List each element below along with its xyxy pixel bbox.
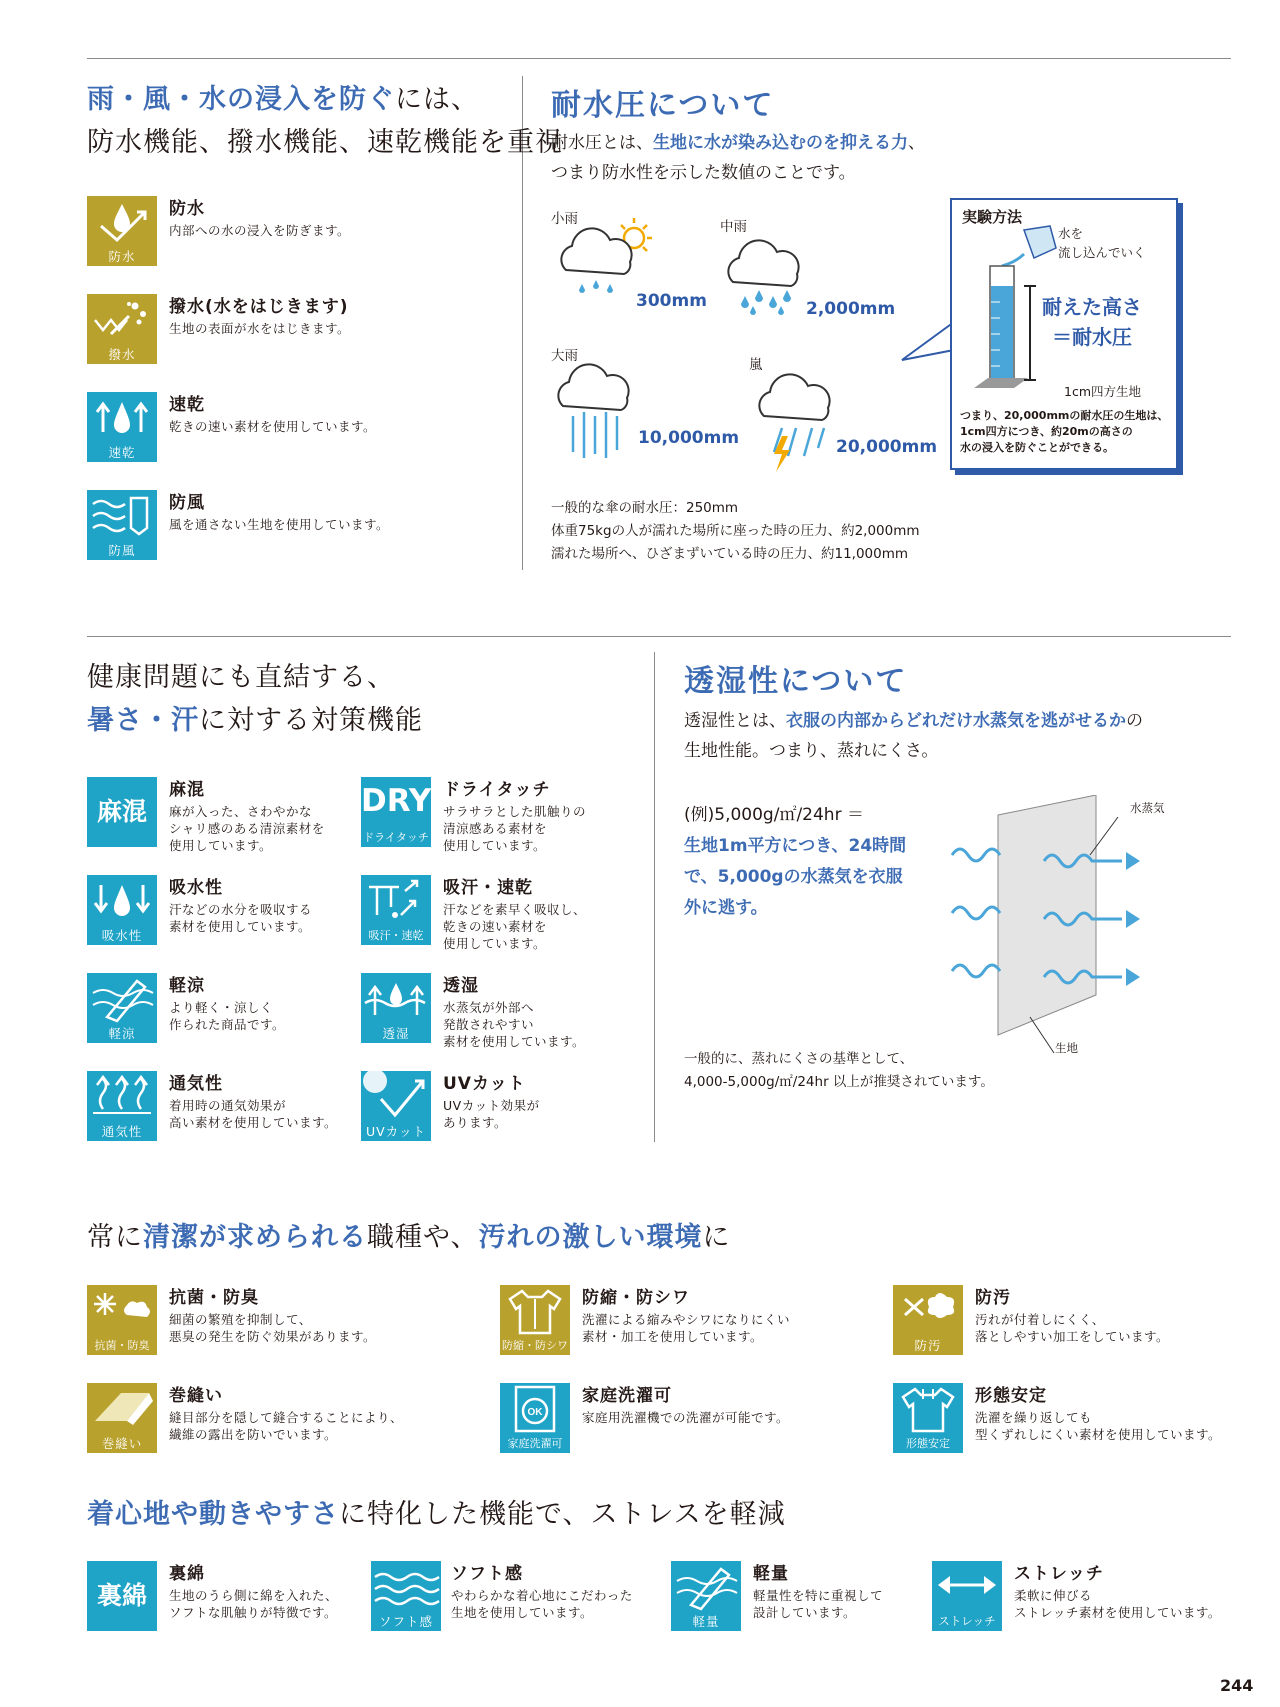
home-washable-icon xyxy=(500,1383,570,1453)
water-repellent-icon xyxy=(87,294,157,364)
s3-mid: 職種や、 xyxy=(367,1222,479,1253)
shrink-wrinkle-proof-icon xyxy=(500,1285,570,1355)
water-repellent-desc: 生地の表面が水をはじきます。 xyxy=(169,321,351,336)
water-pressure-title: 耐水圧について xyxy=(551,88,775,123)
breathability-title: 透湿性について xyxy=(684,664,908,699)
bubble-tail xyxy=(900,320,956,370)
page-number: 244 xyxy=(1220,1676,1254,1695)
feature-antibacterial xyxy=(87,1285,507,1359)
experiment-pour-note xyxy=(1058,224,1146,262)
lightweight-desc: 軽量性を特に重視して 設計しています。 xyxy=(753,1588,884,1620)
s3-pre: 常に xyxy=(87,1222,143,1253)
rain-heavy-label: 大雨 xyxy=(551,348,578,364)
feature-cotton-lining xyxy=(87,1561,367,1635)
water-pressure-examples xyxy=(551,497,920,566)
section2-headline-blue: 暑さ・汗 xyxy=(87,705,199,736)
light-cool-badge: 軽涼 xyxy=(108,1026,136,1041)
ventilation-desc: 着用時の通気効果が 高い素材を使用しています。 xyxy=(169,1098,338,1130)
breathable-desc: 水蒸気が外部へ 発散されやすい 素材を使用しています。 xyxy=(443,1000,586,1049)
rolled-seam-badge: 巻縫い xyxy=(101,1436,143,1451)
dry-touch-icon xyxy=(361,777,431,847)
absorbent-badge: 吸水性 xyxy=(101,928,143,943)
light-cool-icon xyxy=(87,973,157,1043)
stain-proof-title: 防汚 xyxy=(975,1288,1011,1308)
stain-proof-badge: 防汚 xyxy=(914,1338,942,1353)
stain-proof-desc: 汚れが付着しにくく、 落としやすい加工をしています。 xyxy=(975,1312,1170,1344)
feature-stain-proof xyxy=(893,1285,1233,1359)
wp-example-sitting: 体重75kgの人が濡れた場所に座った時の圧力、約2,000mm xyxy=(551,523,920,539)
antibacterial-badge: 抗菌・防臭 xyxy=(94,1339,150,1352)
wp-intro-line2: つまり防水性を示した数値のことです。 xyxy=(551,163,856,183)
lightweight-title: 軽量 xyxy=(753,1564,789,1584)
section2-headline xyxy=(87,656,423,742)
dry-touch-title: ドライタッチ xyxy=(443,780,551,800)
soft-feel-icon xyxy=(371,1561,441,1631)
rain-light-label: 小雨 xyxy=(551,211,578,227)
feature-quick-dry xyxy=(87,392,507,466)
shrink-wrinkle-title: 防縮・防シワ xyxy=(582,1288,690,1308)
waterproof-title: 防水 xyxy=(169,199,205,219)
dry-touch-badge: DRY xyxy=(361,783,432,819)
feature-stretch xyxy=(932,1561,1232,1635)
feature-water-repellent xyxy=(87,294,507,368)
uv-cut-badge: UVカット xyxy=(365,1124,427,1139)
section1-headline xyxy=(87,78,563,164)
section2-headline-line1: 健康問題にも直結する、 xyxy=(87,662,395,693)
feature-rolled-seam xyxy=(87,1383,507,1457)
br-intro-post: の xyxy=(1126,711,1143,731)
heavy-rain-icon xyxy=(551,362,651,462)
antibacterial-deodorant-icon xyxy=(87,1285,157,1355)
shape-stable-icon xyxy=(893,1383,963,1453)
soft-feel-desc: やわらかな着心地にこだわった 生地を使用しています。 xyxy=(451,1588,633,1620)
svg-text:OK: OK xyxy=(527,1407,543,1418)
waterproof-icon xyxy=(87,196,157,266)
light-cool-desc: より軽く・涼しく 作られた商品です。 xyxy=(169,1000,286,1032)
quick-dry-desc: 乾きの速い素材を使用しています。 xyxy=(169,419,377,434)
feature-dry-touch xyxy=(361,777,641,851)
feature-lightweight xyxy=(671,1561,921,1635)
cotton-lining-title: 裏綿 xyxy=(169,1564,205,1584)
exp-note-2: 1cm四方につき、約20mの高さの xyxy=(960,425,1133,438)
absorbent-title: 吸水性 xyxy=(169,878,223,898)
feature-soft-feel xyxy=(371,1561,661,1635)
rain-storm-value: 20,000mm xyxy=(836,437,938,457)
experiment-fabric-label: 1cm四方生地 xyxy=(1064,384,1142,399)
wp-intro-post: 、 xyxy=(908,133,925,153)
stain-proof-icon xyxy=(893,1285,963,1355)
wp-example-kneeling: 濡れた場所へ、ひざまずいている時の圧力、約11,000mm xyxy=(551,546,909,562)
stretch-desc: 柔軟に伸びる ストレッチ素材を使用しています。 xyxy=(1014,1588,1221,1620)
section2-headline-rest: に対する対策機能 xyxy=(199,705,423,736)
dry-touch-badge-sub: ドライタッチ xyxy=(363,831,429,844)
experiment-box xyxy=(950,198,1178,470)
windproof-title: 防風 xyxy=(169,493,205,513)
sweat-absorb-quickdry-icon xyxy=(361,875,431,945)
s4-rest: に特化した機能で、ストレスを軽減 xyxy=(339,1499,786,1530)
windproof-icon xyxy=(87,490,157,560)
br-note-2: 4,000-5,000g/㎡/24hr 以上が推奨されています。 xyxy=(684,1074,994,1090)
lightweight-badge: 軽量 xyxy=(692,1614,720,1629)
section1-headline-rest: には、 xyxy=(395,84,479,115)
br-intro-line2: 生地性能。つまり、蒸れにくさ。 xyxy=(684,741,939,761)
stretch-badge: ストレッチ xyxy=(938,1614,996,1628)
breathability-note xyxy=(684,1048,994,1094)
shape-stable-desc: 洗濯を繰り返しても 型くずれしにくい素材を使用しています。 xyxy=(975,1410,1222,1442)
pour-note-1: 水を xyxy=(1058,226,1084,241)
feature-windproof xyxy=(87,490,507,564)
breathable-badge: 透湿 xyxy=(382,1026,410,1041)
pour-note-2: 流し込んでいく xyxy=(1058,245,1146,260)
sweat-absorb-quickdry-title: 吸汗・速乾 xyxy=(443,878,533,898)
experiment-note xyxy=(960,408,1168,456)
uv-cut-icon xyxy=(361,1071,431,1141)
result-line-2: ＝耐水圧 xyxy=(1052,325,1132,349)
sweat-absorb-quickdry-badge: 吸汗・速乾 xyxy=(368,929,424,942)
windproof-desc: 風を通さない生地を使用しています。 xyxy=(169,517,390,532)
rain-storm-label: 嵐 xyxy=(749,357,763,373)
br-note-1: 一般的に、蒸れにくさの基準として、 xyxy=(684,1051,914,1067)
wp-intro-blue: 生地に水が染み込むのを抑える力 xyxy=(653,133,908,153)
br-intro-pre: 透湿性とは、 xyxy=(684,711,786,731)
ventilation-title: 通気性 xyxy=(169,1074,223,1094)
breathability-example xyxy=(684,800,906,924)
result-line-1: 耐えた高さ xyxy=(1042,295,1142,319)
lightweight-icon xyxy=(671,1561,741,1631)
mixed-linen-badge: 麻混 xyxy=(96,797,147,826)
experiment-title: 実験方法 xyxy=(962,208,1023,226)
rain-medium-label: 中雨 xyxy=(720,219,747,235)
feature-uv-cut xyxy=(361,1071,641,1145)
water-repellent-badge: 撥水 xyxy=(108,347,136,362)
water-repellent-title: 撥水(水をはじきます) xyxy=(169,297,349,317)
soft-feel-badge: ソフト感 xyxy=(378,1614,433,1629)
section1-headline-line2: 防水機能、撥水機能、速乾機能を重視 xyxy=(87,127,563,158)
windproof-badge: 防風 xyxy=(108,543,136,558)
br-example-blue-3: 外に逃す。 xyxy=(684,898,768,918)
feature-breathable xyxy=(361,973,641,1047)
mid-divider xyxy=(87,636,1231,637)
wp-intro-pre: 耐水圧とは、 xyxy=(551,133,653,153)
shape-stable-title: 形態安定 xyxy=(975,1386,1047,1406)
absorbent-icon xyxy=(87,875,157,945)
section3-headline xyxy=(87,1216,730,1259)
storm-icon xyxy=(752,372,852,482)
dry-touch-desc: サラサラとした肌触りの 清涼感ある素材を 使用しています。 xyxy=(443,804,587,853)
exp-note-1: つまり、20,000mmの耐水圧の生地は、 xyxy=(960,409,1169,422)
quick-dry-icon xyxy=(87,392,157,462)
uv-cut-desc: UVカット効果が あります。 xyxy=(443,1098,540,1130)
section4-headline xyxy=(87,1493,786,1536)
light-cool-title: 軽涼 xyxy=(169,976,205,996)
fabric-label: 生地 xyxy=(1055,1041,1078,1055)
rolled-seam-icon xyxy=(87,1383,157,1453)
br-intro-blue: 衣服の内部からどれだけ水蒸気を逃がせるか xyxy=(786,711,1126,731)
s4-blue: 着心地や動きやすさ xyxy=(87,1499,339,1530)
shrink-wrinkle-desc: 洗濯による縮みやシワになりにくい 素材・加工を使用しています。 xyxy=(582,1312,791,1344)
mixed-linen-desc: 麻が入った、さわやかな シャリ感のある清涼素材を 使用しています。 xyxy=(169,804,325,853)
soft-feel-title: ソフト感 xyxy=(451,1564,523,1584)
feature-shrink-wrinkle xyxy=(500,1285,920,1359)
vapor-diagram xyxy=(950,795,1150,1055)
home-washable-badge: 家庭洗濯可 xyxy=(507,1437,563,1450)
shape-stable-badge: 形態安定 xyxy=(906,1437,950,1450)
rain-heavy-value: 10,000mm xyxy=(638,428,740,448)
sweat-absorb-quickdry-desc: 汗などを素早く吸収し、 乾きの速い素材を 使用しています。 xyxy=(443,902,587,951)
waterproof-badge: 防水 xyxy=(108,249,136,264)
mixed-linen-title: 麻混 xyxy=(169,780,205,800)
home-washable-title: 家庭洗濯可 xyxy=(582,1386,672,1406)
ventilation-badge: 通気性 xyxy=(101,1124,143,1139)
top-divider xyxy=(87,58,1231,59)
section1-headline-blue: 雨・風・水の浸入を防ぐ xyxy=(87,84,395,115)
uv-cut-title: UVカット xyxy=(443,1074,526,1094)
shrink-wrinkle-badge: 防縮・防シワ xyxy=(502,1339,568,1352)
feature-waterproof xyxy=(87,196,507,270)
breathable-title: 透湿 xyxy=(443,976,479,996)
antibacterial-title: 抗菌・防臭 xyxy=(169,1288,259,1308)
cotton-lining-icon xyxy=(87,1561,157,1631)
br-example-blue-2: で、5,000gの水蒸気を衣服 xyxy=(684,867,903,887)
feature-shape-stable xyxy=(893,1383,1233,1457)
antibacterial-desc: 細菌の繁殖を抑制して、 悪臭の発生を防ぐ効果があります。 xyxy=(169,1312,377,1344)
rain-light-value: 300mm xyxy=(636,291,707,311)
rolled-seam-desc: 縫目部分を隠して縫合することにより、 繊維の露出を防いでいます。 xyxy=(169,1410,404,1442)
rolled-seam-title: 巻縫い xyxy=(169,1386,223,1406)
s3-blue2: 汚れの激しい環境 xyxy=(478,1222,703,1253)
br-example-blue-1: 生地1m平方につき、24時間 xyxy=(684,836,907,856)
quick-dry-title: 速乾 xyxy=(169,395,205,415)
section2-column-divider xyxy=(654,652,655,1142)
s3-post: に xyxy=(702,1222,731,1253)
ventilation-icon xyxy=(87,1071,157,1141)
breathability-intro xyxy=(684,706,1143,766)
cotton-lining-desc: 生地のうら側に綿を入れた、 ソフトな肌触りが特徴です。 xyxy=(169,1588,339,1620)
absorbent-desc: 汗などの水分を吸収する 素材を使用しています。 xyxy=(169,902,313,934)
waterproof-desc: 内部への水の浸入を防ぎます。 xyxy=(169,223,351,238)
water-pressure-intro xyxy=(551,128,925,188)
vapor-label: 水蒸気 xyxy=(1130,801,1165,815)
rain-medium-value: 2,000mm xyxy=(806,299,896,319)
wp-example-umbrella: 一般的な傘の耐水圧：250mm xyxy=(551,500,739,516)
feature-sweat-absorb-quickdry xyxy=(361,875,641,949)
breathable-moisture-icon xyxy=(361,973,431,1043)
experiment-result xyxy=(1042,292,1142,352)
quick-dry-badge: 速乾 xyxy=(108,445,136,460)
stretch-title: ストレッチ xyxy=(1014,1564,1104,1584)
home-washable-desc: 家庭用洗濯機での洗濯が可能です。 xyxy=(582,1410,790,1425)
s3-blue1: 清潔が求められる xyxy=(143,1222,367,1253)
stretch-icon xyxy=(932,1561,1002,1631)
exp-note-3: 水の浸入を防ぐことができる。 xyxy=(960,441,1114,454)
mixed-linen-icon xyxy=(87,777,157,847)
br-example-formula: (例)5,000g/㎡/24hr ＝ xyxy=(684,805,864,825)
cotton-lining-badge: 裏綿 xyxy=(96,1581,147,1610)
feature-home-washable xyxy=(500,1383,920,1457)
